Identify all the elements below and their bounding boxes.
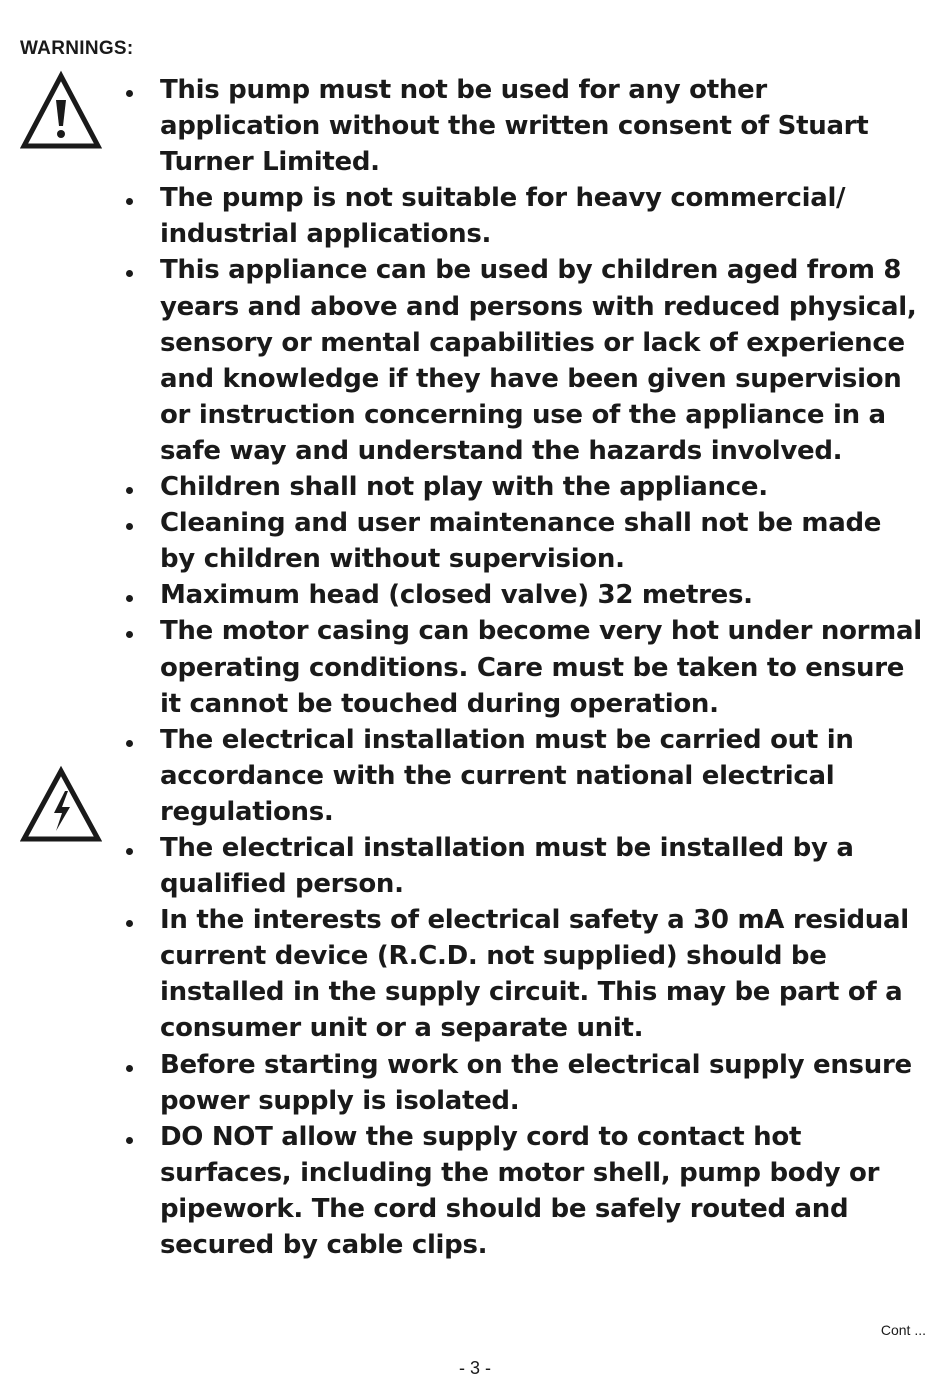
warning-item: The electrical installation must be installed by a qualified person. bbox=[124, 830, 924, 902]
warning-item: The electrical installation must be carried out in accordance with the current national electrical regulations. bbox=[124, 722, 924, 830]
warnings-heading: WARNINGS: bbox=[20, 38, 134, 59]
warning-item: DO NOT allow the supply cord to contact hot surfaces, including the motor shell, pump body or pipework. The cord should be safely routed and secured by cable clips. bbox=[124, 1119, 924, 1263]
warning-item: Children shall not play with the appliance. bbox=[124, 469, 924, 505]
warning-item: Maximum head (closed valve) 32 metres. bbox=[124, 577, 924, 613]
warning-item: The pump is not suitable for heavy commercial/ industrial applications. bbox=[124, 180, 924, 252]
continued-note: Cont ... bbox=[880, 1322, 926, 1338]
warning-item: The motor casing can become very hot under normal operating conditions. Care must be taken to ensure it cannot be touched during operation. bbox=[124, 613, 924, 721]
warning-item: Before starting work on the electrical supply ensure power supply is isolated. bbox=[124, 1047, 924, 1119]
warning-item: This pump must not be used for any other application without the written consent of Stuart Turner Limited. bbox=[124, 72, 924, 180]
warning-item: This appliance can be used by children aged from 8 years and above and persons with reduced physical, sensory or mental capabilities or lack of experience and knowledge if they have been given supervision or instruction concerning use of the appliance in a safe way and understand the hazards involved. bbox=[124, 252, 924, 469]
electrical-hazard-icon bbox=[20, 765, 102, 843]
warning-item: Cleaning and user maintenance shall not be made by children without supervision. bbox=[124, 505, 924, 577]
page-number: - 3 - bbox=[458, 1358, 491, 1378]
warning-item: In the interests of electrical safety a 30 mA residual current device (R.C.D. not supplied) should be installed in the supply circuit. This may be part of a consumer unit or a separate unit. bbox=[124, 902, 924, 1046]
warnings-list bbox=[124, 72, 924, 1263]
warning-triangle-icon bbox=[20, 70, 102, 150]
